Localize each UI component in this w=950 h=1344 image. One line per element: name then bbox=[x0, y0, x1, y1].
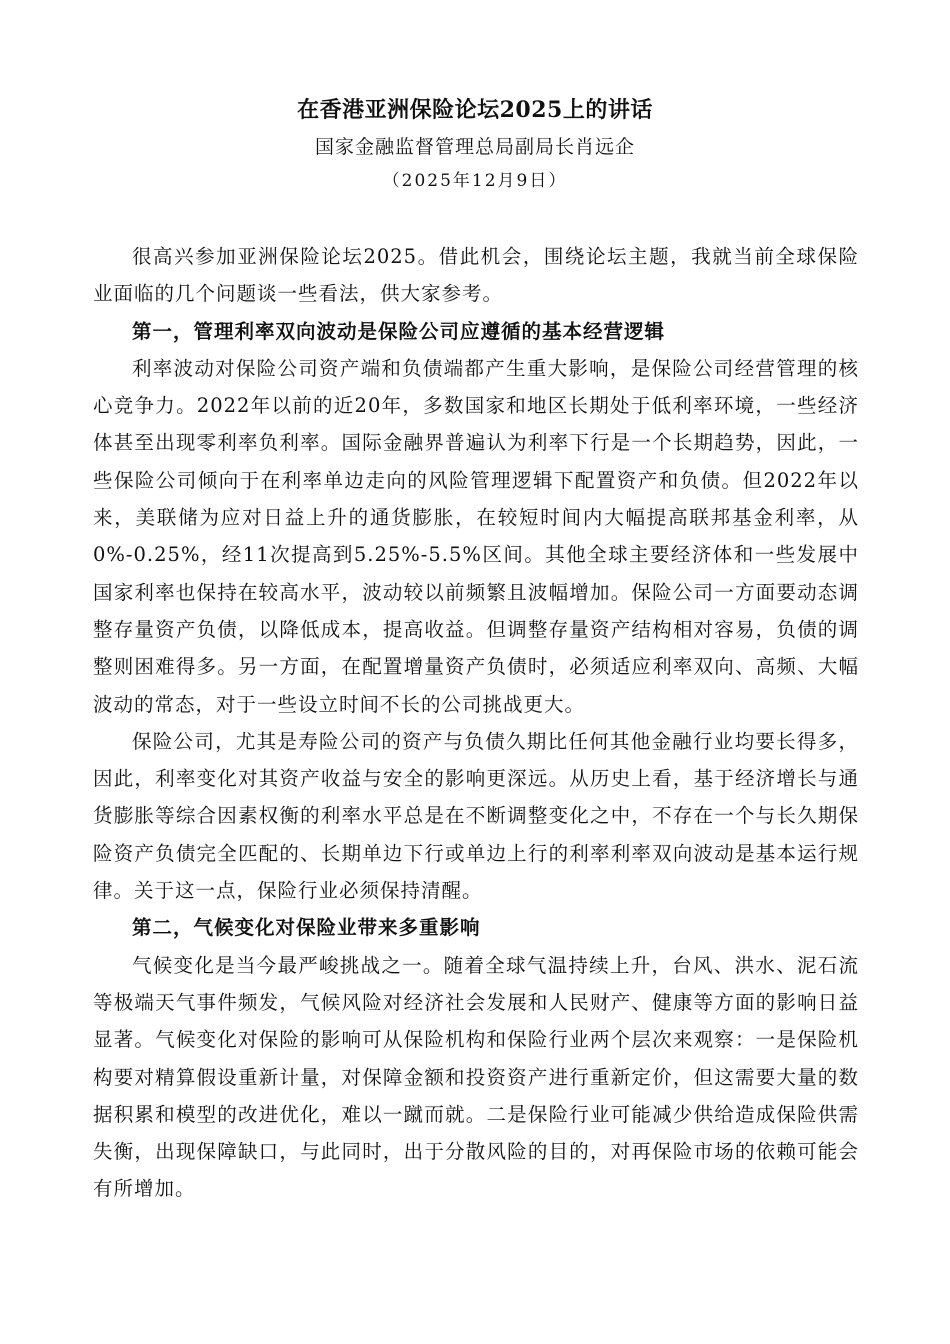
document-body bbox=[93, 238, 859, 1208]
speaker-line: 国家金融监督管理总局副局长肖远企 bbox=[314, 136, 635, 158]
section-heading-2: 第二，气候变化对保险业带来多重影响 bbox=[132, 916, 481, 940]
speech-date: （2025年12月9日） bbox=[382, 171, 568, 191]
intro-paragraph: 很高兴参加亚洲保险论坛2025。借此机会，围绕论坛主题，我就当前全球保险业面临的几个问题谈一些看法，供大家参考。 bbox=[93, 245, 859, 306]
body-paragraph: 气候变化是当今最严峻挑战之一。随着全球气温持续上升，台风、洪水、泥石流等极端天气事件频发，气候风险对经济社会发展和人民财产、健康等方面的影响日益显著。气候变化对保险的影响可从保险机构和保险行业两个层次来观察：一是保险机构要对精算假设重新计量，对保障金额和投资资产进行重新定价，但这需要大量的数据积累和模型的改进优化，难以一蹴而就。二是保险行业可能减少供给造成保险供需失衡，出现保障缺口，与此同时，出于分散风险的目的，对再保险市场的依赖可能会有所增加。 bbox=[93, 953, 859, 1201]
body-paragraph: 保险公司，尤其是寿险公司的资产与负债久期比任何其他金融行业均要长得多，因此，利率变化对其资产收益与安全的影响更深远。从历史上看，基于经济增长与通货膨胀等综合因素权衡的利率水平总是在不断调整变化之中，不存在一个与长久期保险资产负债完全匹配的、长期单边下行或单边上行的利率利率双向波动是基本运行规律。关于这一点，保险行业必须保持清醒。 bbox=[93, 729, 859, 903]
section-heading-1: 第一，管理利率双向波动是保险公司应遵循的基本经营逻辑 bbox=[132, 319, 666, 343]
document-header bbox=[0, 92, 950, 196]
document-title: 在香港亚洲保险论坛2025上的讲话 bbox=[297, 97, 653, 123]
body-paragraph: 利率波动对保险公司资产端和负债端都产生重大影响，是保险公司经营管理的核心竞争力。2022年以前的近20年，多数国家和地区长期处于低利率环境，一些经济体甚至出现零利率负利率。国际金融界普遍认为利率下行是一个长期趋势，因此，一些保险公司倾向于在利率单边走向的风险管理逻辑下配置资产和负债。但2022年以来，美联储为应对日益上升的通货膨胀，在较短时间内大幅提高联邦基金利率，从0%-0.25%，经11次提高到5.25%-5.5%区间。其他全球主要经济体和一些发展中国家利率也保持在较高水平，波动较以前频繁且波幅增加。保险公司一方面要动态调整存量资产负债，以降低成本，提高收益。但调整存量资产结构相对容易，负债的调整则困难得多。另一方面，在配置增量资产负债时，必须适应利率双向、高频、大幅波动的常态，对于一些设立时间不长的公司挑战更大。 bbox=[93, 356, 859, 716]
